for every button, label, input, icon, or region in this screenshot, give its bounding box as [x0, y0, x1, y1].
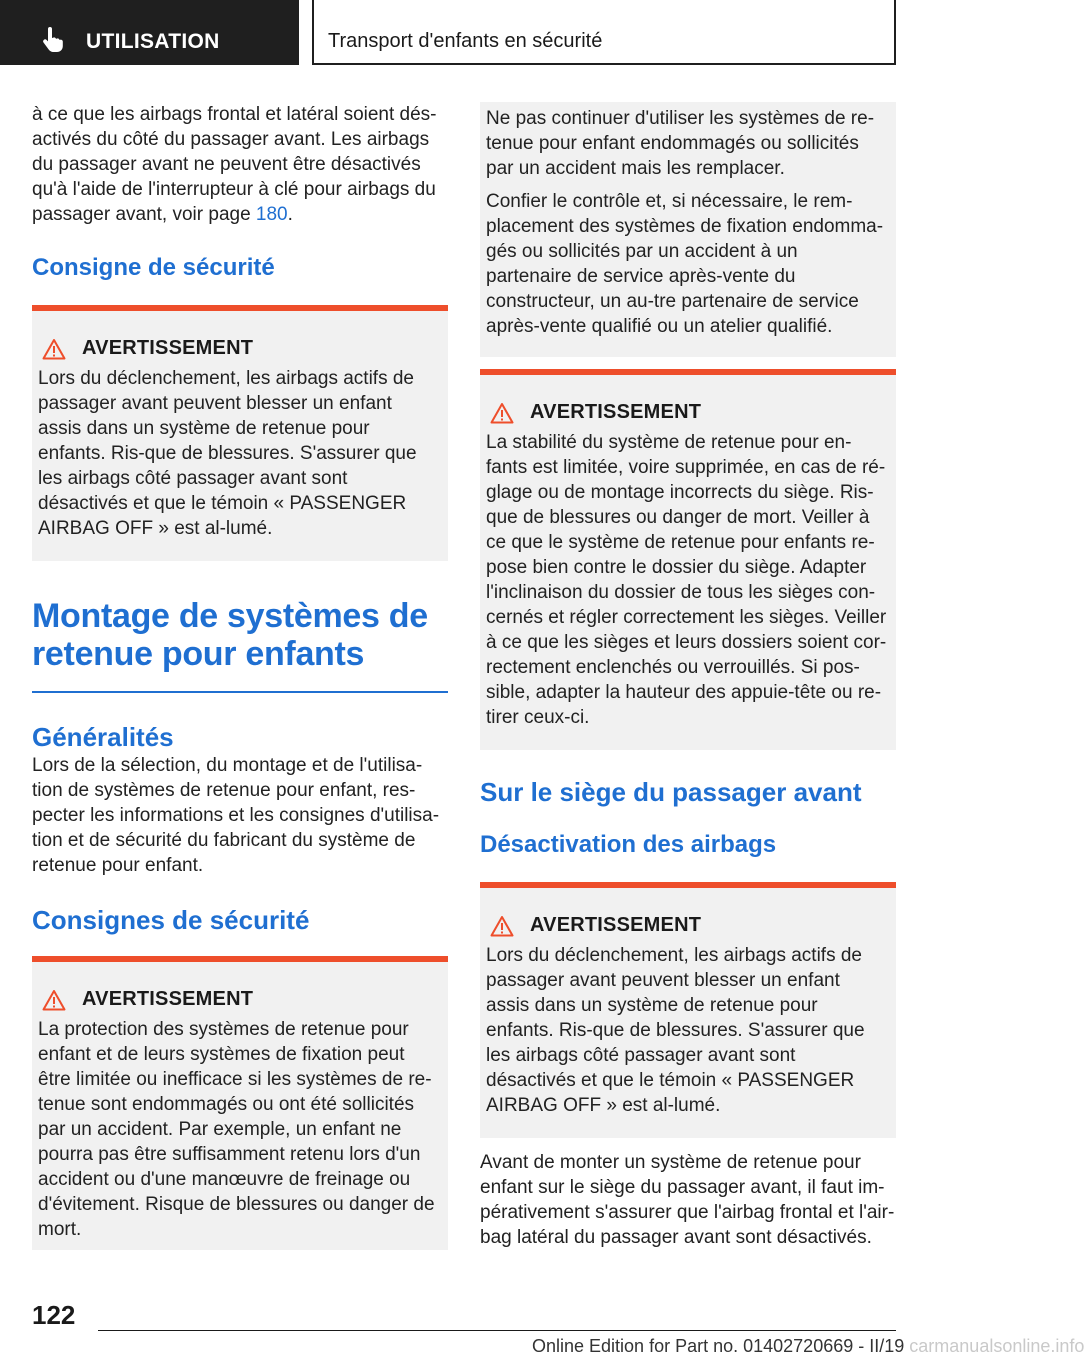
- closing-paragraph: Avant de monter un système de retenue pour enfant sur le siège du passager avant, il faut im-pérativement s'assurer que l'airbag frontal et l'air-bag latéral du passager avant sont désactivés.: [480, 1152, 895, 1248]
- safety-heading: Consigne de sécurité: [32, 254, 275, 281]
- warning-header: [42, 337, 440, 360]
- safety-heading-2: Consignes de sécurité: [32, 905, 310, 935]
- warning-label: AVERTISSEMENT: [82, 337, 254, 359]
- warning-triangle-icon: [42, 338, 66, 360]
- warning-text: La protection des systèmes de retenue pour enfant et de leurs systèmes de fixation peut être limitée ou inefficace si les systèmes de re-tenue sont endommagés ou ont été sollicités par un accident. Par exemple, un enfant ne pourra pas être suffisamment retenu lors d'un accident ou d'une manœuvre de freinage ou d'évitement. Risque de blessures ou danger de mort.: [38, 1019, 435, 1240]
- header-title-box: [312, 0, 896, 65]
- warning-label: AVERTISSEMENT: [82, 988, 254, 1010]
- warning-text: La stabilité du système de retenue pour en-fants est limitée, voire supprimée, en cas de ré-glage ou de montage incorrects du siège. Ris-que de blessures ou danger de mort. Veiller à ce que le système de retenue pour enfants re-pose bien contre le dossier du siège. Adapter l'inclinaison du dossier de tous les sièges con-cernés et régler correctement les sièges. Veiller à ce que les sièges et leurs dossiers soient cor-rectement enclenchés ou verrouillés. Si pos-sible, adapter la hauteur des appuie-tête ou re-tirer ceux-ci.: [486, 432, 887, 728]
- heading-rule: [32, 691, 448, 693]
- footer-rule: [98, 1330, 896, 1331]
- front-seat-heading: Sur le siège du passager avant: [480, 777, 862, 807]
- intro-paragraph: [32, 102, 448, 227]
- intro-end: .: [287, 204, 293, 225]
- chapter-title: Transport d'enfants en sécurité: [328, 30, 603, 52]
- edition-text: Online Edition for Part no. 01402720669 - II/19: [532, 1336, 905, 1356]
- warning-text: Lors du déclenchement, les airbags actifs de passager avant peuvent blesser un enfant assis dans un système de retenue pour enfants. Ris-que de blessures. S'assurer que les airbags côté passager avant sont désactivés et que le témoin « PASSENGER AIRBAG OFF » est al-lumé.: [38, 368, 417, 539]
- warning-label: AVERTISSEMENT: [530, 401, 702, 423]
- note-paragraph-2: Confier le contrôle et, si nécessaire, le rem-placement des systèmes de fixation endomma-gés ou sollicités par un accident à un partenaire de service après-vente du constructeur, un au-tre partenaire de service après-vente qualifié ou un atelier qualifié.: [486, 191, 884, 337]
- note-paragraph-1: Ne pas continuer d'utiliser les systèmes de re-tenue pour enfant endommagés ou sollicités par un accident mais les remplacer.: [486, 108, 875, 179]
- footer-edition: [532, 1336, 1084, 1357]
- right-column: [480, 102, 896, 1250]
- intro-text: à ce que les airbags frontal et latéral soient dés-activés du côté du passager avant. Les airbags du passager avant ne peuvent être désactivés qu'à l'aide de l'interrupteur à clé pour airbags du passager avant, voir page: [32, 104, 437, 225]
- warning-triangle-icon: [490, 915, 514, 937]
- page-number: 122: [32, 1300, 76, 1330]
- warning-header: [42, 988, 440, 1011]
- left-column: [32, 102, 448, 1250]
- page-link[interactable]: 180: [255, 204, 288, 225]
- section-title: UTILISATION: [86, 30, 220, 53]
- note-box: [480, 102, 896, 357]
- warning-triangle-icon: [42, 989, 66, 1011]
- warning-box-4: [480, 882, 896, 1138]
- warning-label: AVERTISSEMENT: [530, 914, 702, 936]
- warning-box-1: [32, 305, 448, 561]
- warning-text: Lors du déclenchement, les airbags actifs de passager avant peuvent blesser un enfant assis dans un système de retenue pour enfants. Ris-que de blessures. S'assurer que les airbags côté passager avant sont désactivés et que le témoin « PASSENGER AIRBAG OFF » est al-lumé.: [486, 945, 865, 1116]
- warning-header: [490, 914, 888, 937]
- warning-box-3: [480, 369, 896, 750]
- header-section-tab: [0, 0, 299, 65]
- warning-triangle-icon: [490, 402, 514, 424]
- deactivation-heading: Désactivation des airbags: [480, 831, 777, 858]
- watermark: carmanualsonline.info: [909, 1336, 1084, 1356]
- warning-box-2: [32, 956, 448, 1250]
- warning-header: [490, 401, 888, 424]
- main-heading: Montage de systèmes de retenue pour enfants: [32, 597, 428, 673]
- general-heading: Généralités: [32, 722, 174, 752]
- hand-pointer-icon: [42, 27, 64, 53]
- general-paragraph: Lors de la sélection, du montage et de l'utilisa-tion de systèmes de retenue pour enfant, res-pecter les informations et les consignes d'utilisa-tion et de sécurité du fabricant du système de retenue pour enfant.: [32, 755, 440, 876]
